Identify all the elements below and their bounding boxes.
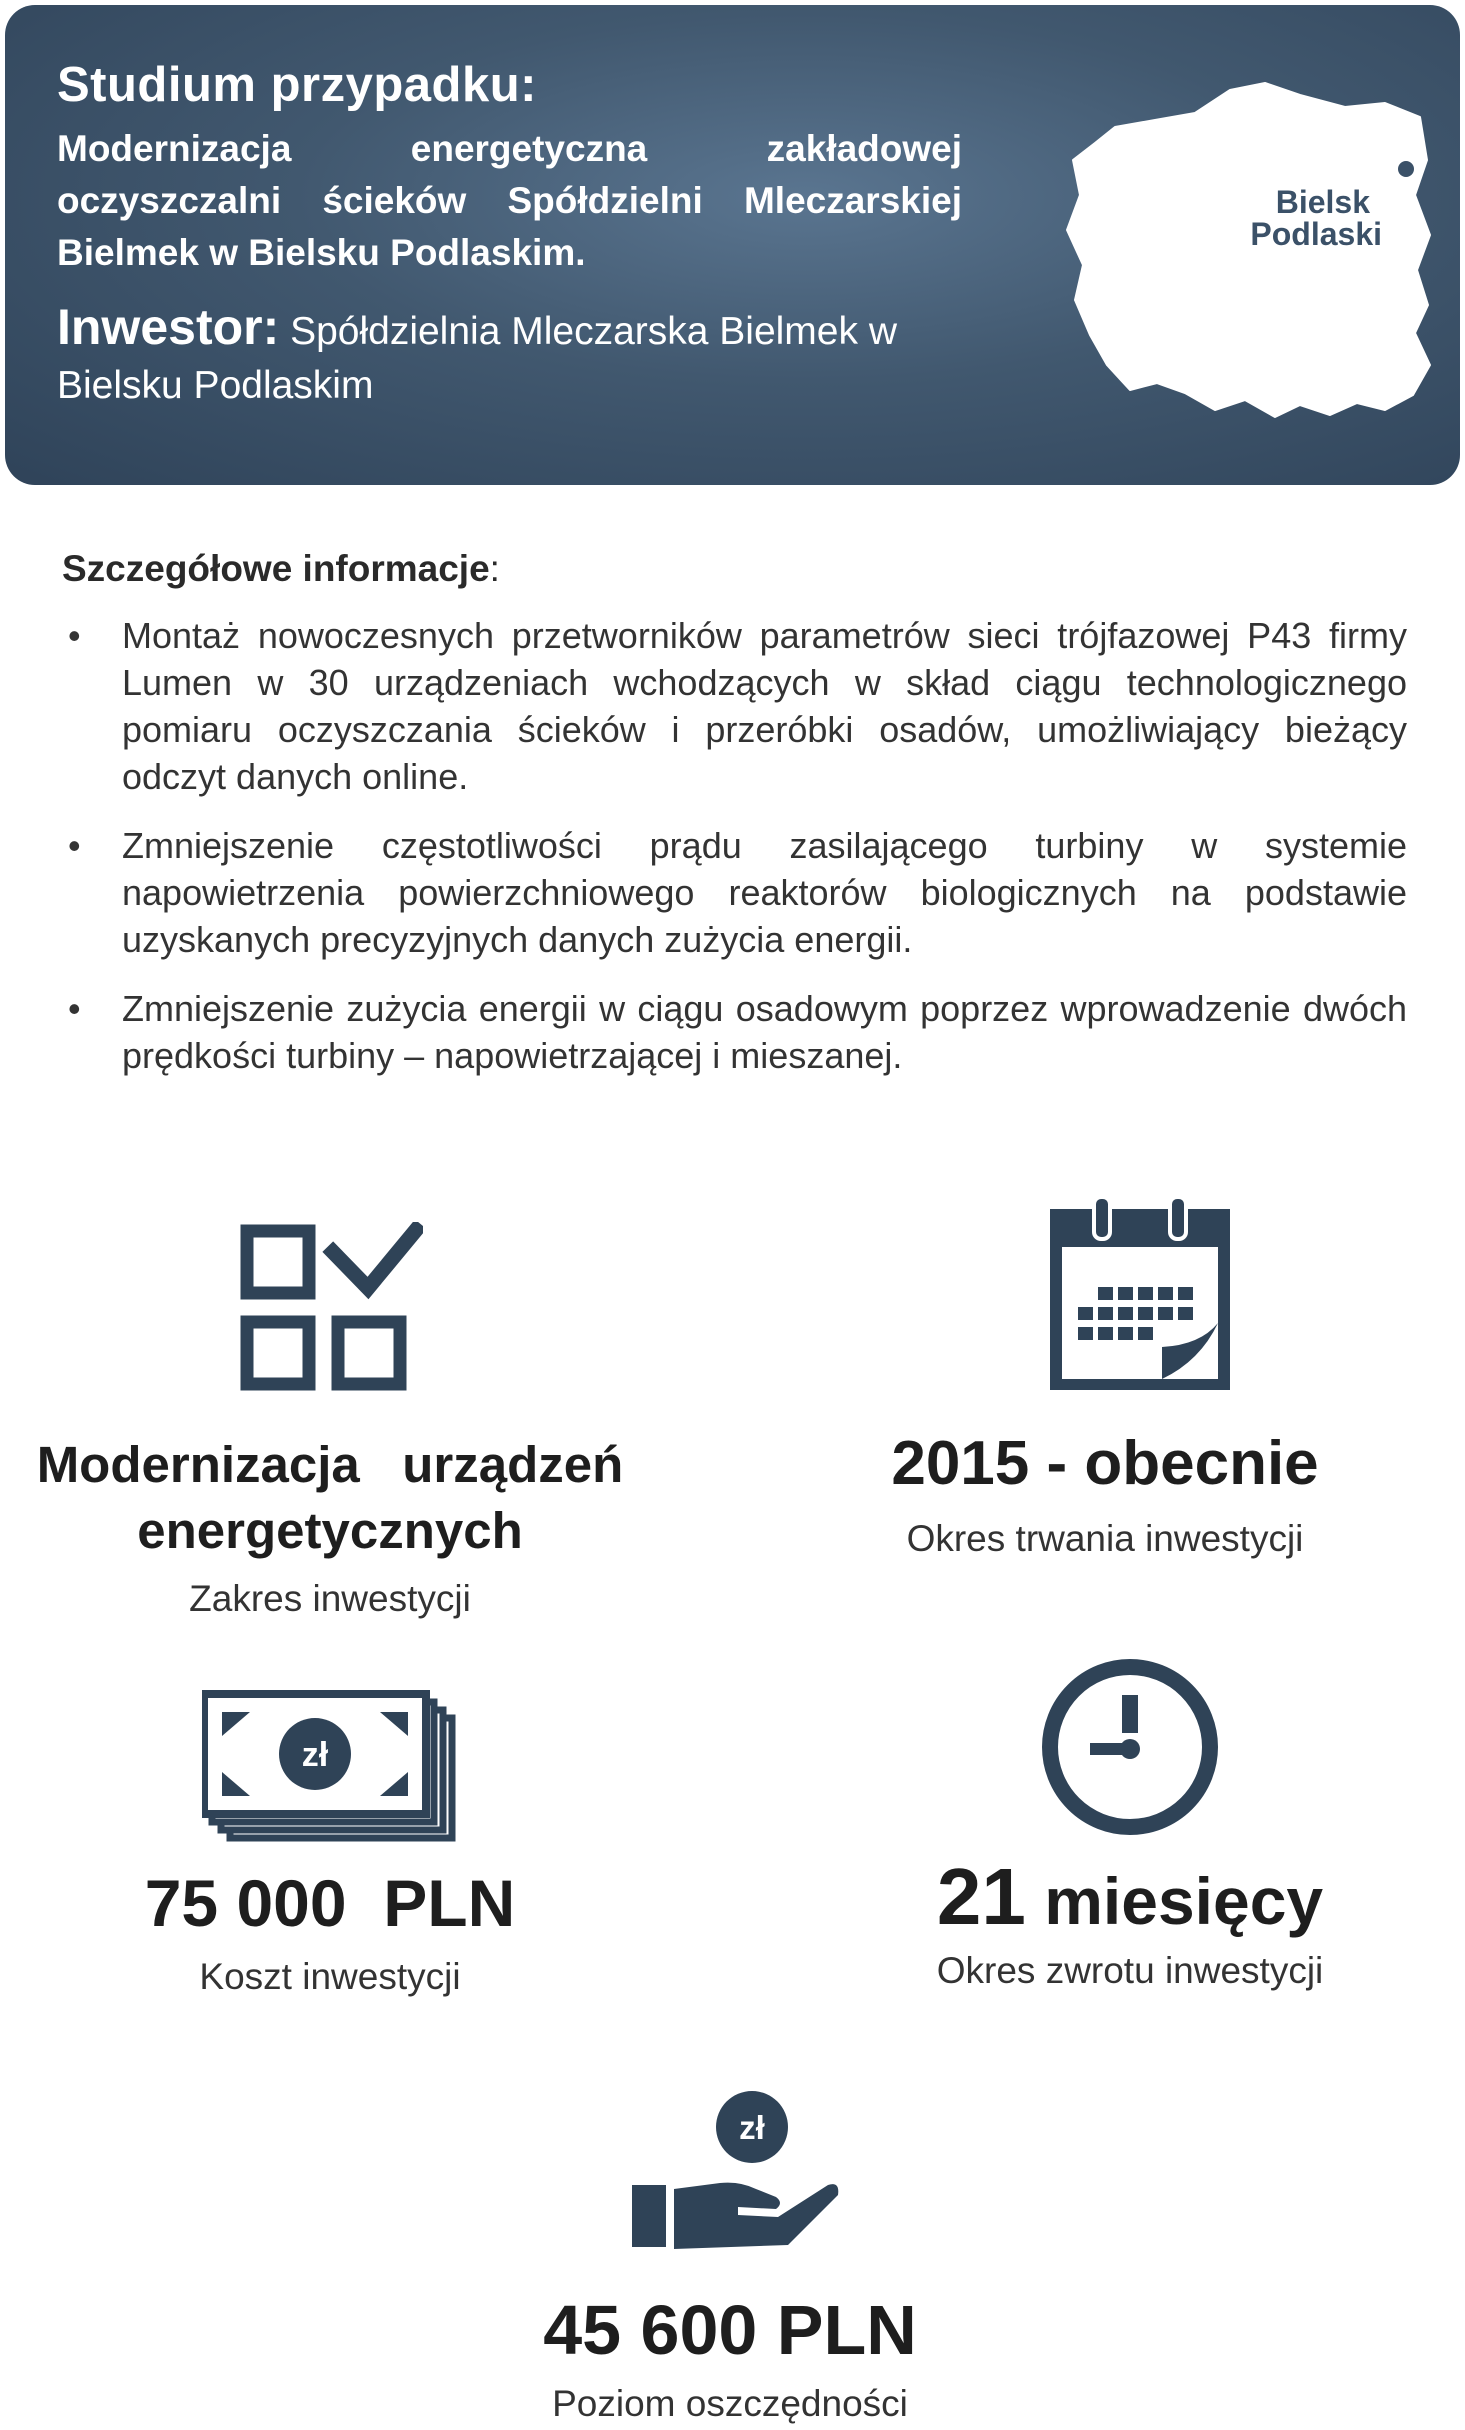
period-label: Okres trwania inwestycji xyxy=(906,1518,1304,1559)
details-heading-colon: : xyxy=(489,548,500,589)
payback-unit: miesięcy xyxy=(1025,1864,1324,1938)
list-item xyxy=(62,822,1407,963)
investor-value: Spółdzielnia Mleczarska Bielmek w Bielsku Podlaskim xyxy=(57,310,897,407)
bullet-icon: • xyxy=(68,615,81,656)
details-heading xyxy=(62,548,500,590)
payback-label: Okres zwrotu inwestycji xyxy=(936,1950,1324,1991)
list-item-text: Montaż nowoczesnych przetworników parametrów sieci trójfazowej P43 firmy Lumen w 30 urządzeniach wchodzących w skład ciągu technologicznego pomiaru oczyszczania ścieków i przeróbki osadów, umożliwiający bieżący odczyt danych online. xyxy=(122,615,1407,797)
savings-currency-symbol: zł xyxy=(739,2109,765,2146)
list-item-text: Zmniejszenie częstotliwości prądu zasilającego turbiny w systemie napowietrzenia powierzchniowego reaktorów biologicznych na podstawie uzyskanych precyzyjnych danych zużycia energii. xyxy=(122,825,1407,960)
details-list xyxy=(62,612,1407,1101)
list-item xyxy=(62,612,1407,800)
banknotes-icon xyxy=(202,1690,457,1842)
clock-icon xyxy=(1040,1657,1220,1837)
hand-coin-icon xyxy=(628,2085,843,2265)
map-label-line2: Podlaski xyxy=(1250,216,1382,252)
map-city-label xyxy=(1222,186,1382,250)
investor-label: Inwestor: xyxy=(57,299,280,355)
scope-value-line2: energetycznych xyxy=(137,1502,523,1559)
savings-label: Poziom oszczędności xyxy=(552,2383,908,2424)
case-study-title: Studium przypadku: xyxy=(57,58,537,112)
cost-value: 75 000 PLN xyxy=(144,1866,516,1940)
list-item-text: Zmniejszenie zużycia energii w ciągu osadowym poprzez wprowadzenie dwóch prędkości turbiny – napowietrzającej i mieszanej. xyxy=(122,988,1407,1076)
payback-number: 21 xyxy=(936,1852,1026,1941)
investor-line xyxy=(57,300,957,413)
map-label-line1: Bielsk xyxy=(1275,184,1370,220)
bullet-icon: • xyxy=(68,988,81,1029)
details-heading-text: Szczegółowe informacje xyxy=(62,548,490,589)
case-study-subtitle: Modernizacja energetyczna zakładowej oczyszczalni ścieków Spółdzielni Mleczarskiej Bielmek w Bielsku Podlaskim. xyxy=(57,128,962,273)
payback-value xyxy=(780,1852,1465,1946)
cost-currency-symbol: zł xyxy=(301,1736,329,1774)
checklist-icon xyxy=(238,1222,423,1392)
scope-value xyxy=(0,1432,660,1564)
cost-label: Koszt inwestycji xyxy=(199,1956,461,1997)
bullet-icon: • xyxy=(68,825,81,866)
list-item xyxy=(62,985,1407,1079)
scope-value-line1: Modernizacja urządzeń xyxy=(36,1436,624,1493)
scope-label: Zakres inwestycji xyxy=(189,1578,471,1619)
period-value: 2015 - obecnie xyxy=(891,1429,1319,1498)
calendar-icon xyxy=(1050,1195,1230,1390)
savings-value: 45 600 PLN xyxy=(543,2291,917,2369)
